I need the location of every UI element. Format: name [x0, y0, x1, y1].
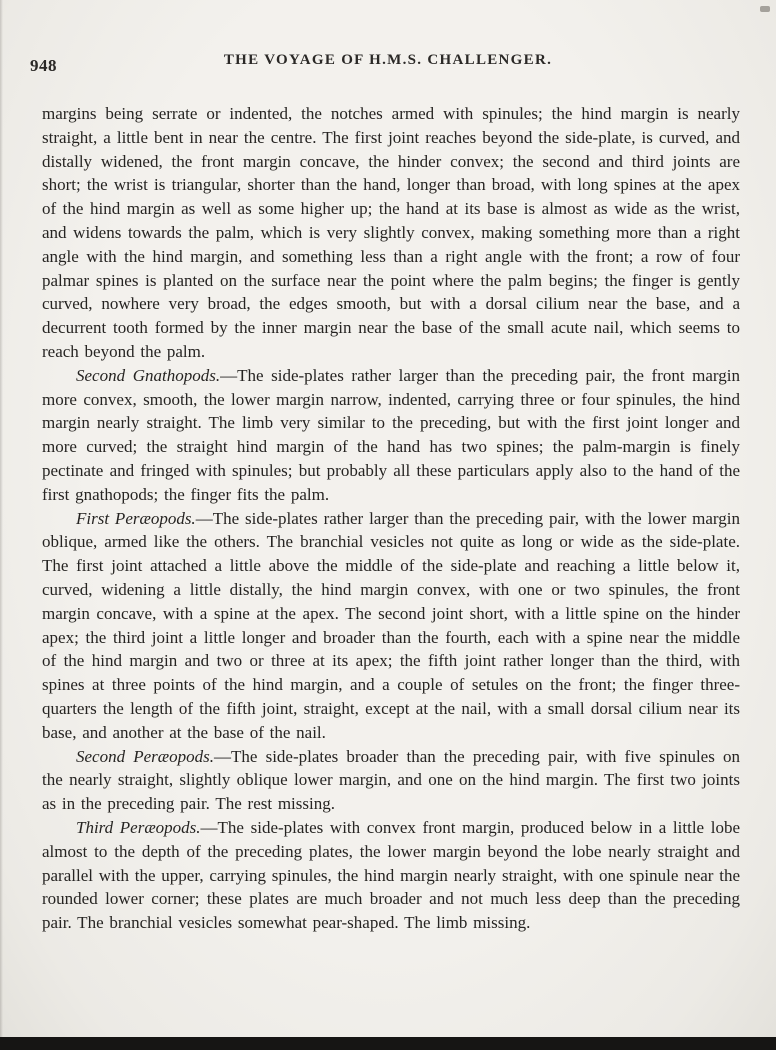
scan-bottom-bar [0, 1037, 776, 1050]
paragraph-text: —The side-plates rather larger than the preceding pair, the front margin more convex, smooth, the lower margin narrow, indented, carrying three or four spinules, the hind margin nearly straight. The limb very similar to the preceding, but with the first joint longer and more curved; the straight hind margin of the hand has two spines; the palm-margin is finely pectinate and fringed with spinules; but probably all these particulars apply also to the hand of the first gnathopods; the finger fits the palm. [42, 365, 740, 504]
page-number: 948 [30, 56, 57, 75]
paragraph-lead: Second Gnathopods. [76, 365, 221, 385]
paragraph [42, 364, 740, 507]
paragraph [42, 507, 740, 745]
body-text [0, 102, 776, 935]
paragraph-lead: Third Peræopods. [76, 817, 201, 837]
paragraph-text: —The side-plates with convex front margin, produced below in a little lobe almost to the depth of the preceding plates, the lower margin beyond the lobe nearly straight and parallel with the upper, carrying spinules, the hind margin nearly straight, with one spinule near the rounded lower corner; these plates are much broader and not much less deep than the preceding pair. The branchial vesicles somewhat pear-shaped. The limb missing. [42, 817, 740, 933]
paragraph [42, 745, 740, 816]
paragraph-lead: First Peræopods. [76, 508, 196, 528]
running-head-title: THE VOYAGE OF H.M.S. CHALLENGER. [223, 52, 553, 68]
paragraph-text: —The side-plates rather larger than the preceding pair, with the lower margin oblique, armed like the others. The branchial vesicles not quite as long or wide as the side-plate. The first joint attached a little above the middle of the side-plate and reaching a little below it, curved, widening a little distally, the hind margin convex, with one or two spinules, the front margin concave, with a spine at the apex. The second joint short, with a little spine on the hinder apex; the third joint a little longer and broader than the fourth, each with a spine near the middle of the hind margin and two or three at its apex; the fifth joint rather longer than the third, with spines at three points of the hind margin, and a couple of setules on the front; the finger three-quarters the length of the fifth joint, straight, except at the nail, with a small dorsal cilium near its base, and another at the base of the nail. [42, 508, 740, 742]
paragraph-text: margins being serrate or indented, the notches armed with spinules; the hind margin is nearly straight, a little bent in near the centre. The first joint reaches beyond the side-plate, is curved, and distally widened, the front margin concave, the hinder convex; the second and third joints are short; the wrist is triangular, shorter than the hand, longer than broad, with long spines at the apex of the hind margin as well as some higher up; the hand at its base is almost as wide as the wrist, and widens towards the palm, which is very slightly convex, making something more than a right angle with the hind margin, and something less than a right angle with the front; a row of four palmar spines is planted on the surface near the point where the palm begins; the finger is gently curved, nowhere very broad, the edges smooth, but with a dorsal cilium near the base, and a decurrent tooth formed by the inner margin near the base of the small acute nail, which seems to reach beyond the palm. [42, 104, 740, 361]
running-header [0, 0, 776, 78]
scan-left-edge-shadow [0, 0, 3, 1050]
paragraph-text: —The side-plates broader than the preceding pair, with five spinules on the nearly straight, slightly oblique lower margin, and one on the hind margin. The first two joints as in the preceding pair. The rest missing. [42, 746, 740, 814]
paragraph [42, 102, 740, 364]
paragraph [42, 816, 740, 935]
paragraph-lead: Second Peræopods. [76, 746, 214, 766]
